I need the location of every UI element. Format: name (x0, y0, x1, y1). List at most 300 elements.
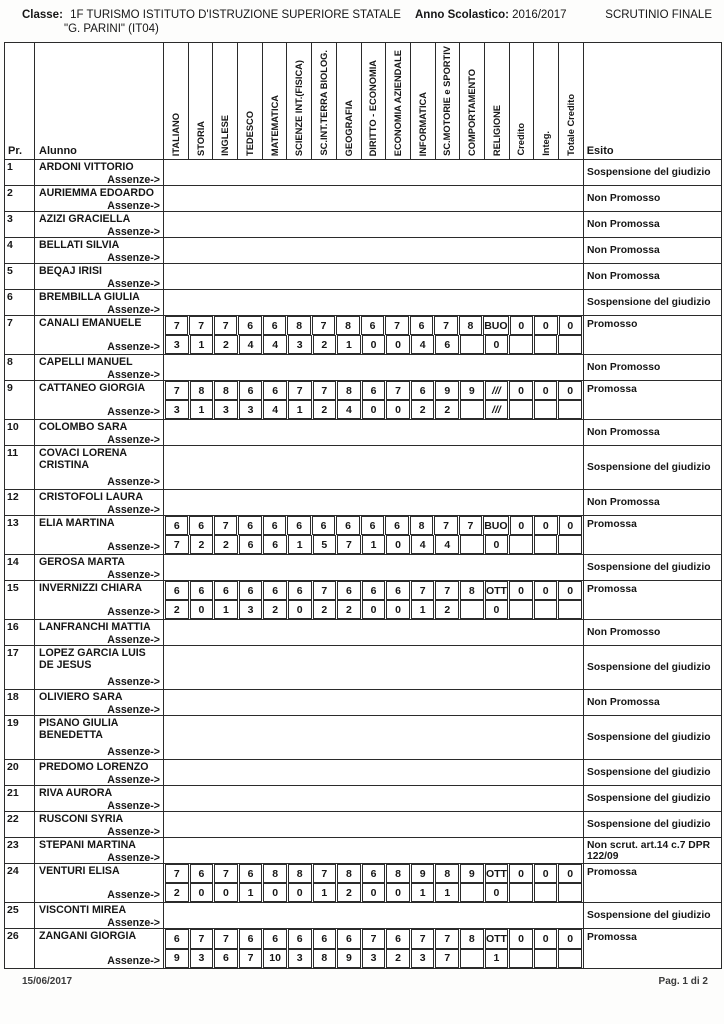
grade-cell: 6 (238, 316, 261, 335)
table-row (5, 581, 721, 620)
table-row (5, 238, 721, 264)
absence-cell: 2 (337, 883, 361, 902)
subject-column-label: Totale Credito (565, 94, 576, 156)
absence-cell: 3 (165, 335, 189, 354)
absence-cell: 3 (165, 400, 189, 419)
absence-cell: 5 (313, 535, 337, 554)
grade-cell: 7 (386, 381, 410, 400)
absence-cell: 0 (214, 883, 238, 902)
grade-cell: 7 (214, 864, 238, 883)
grade-cell: 6 (410, 316, 433, 335)
subject-column-header (287, 43, 312, 159)
absence-cell: 1 (190, 335, 214, 354)
table-row (5, 555, 721, 581)
grades-area (164, 490, 584, 515)
table-row (5, 160, 721, 186)
absence-cell (558, 883, 582, 902)
absence-cell: 1 (288, 535, 312, 554)
table-row (5, 812, 721, 838)
absence-cell: 1 (485, 949, 509, 969)
student-name: CAPELLI MANUEL (39, 356, 133, 368)
grade-cell: OTT (485, 929, 509, 949)
grade-cell: 7 (214, 516, 237, 535)
assenze-label: Assenze-> (107, 199, 160, 212)
grade-cell: /// (485, 381, 509, 400)
esito-value: Sospensione del giudizio (587, 767, 711, 778)
grade-cell: 6 (165, 581, 189, 600)
grade-cell: 6 (263, 929, 287, 949)
assenze-label: Assenze-> (107, 503, 160, 516)
esito-value: Sospensione del giudizio (587, 462, 711, 473)
table-row (5, 186, 721, 212)
absence-cell: 4 (411, 535, 435, 554)
absence-cell: 2 (386, 949, 410, 969)
esito-value: Sospensione del giudizio (587, 793, 711, 804)
assenze-label: Assenze-> (107, 476, 160, 488)
table-row (5, 212, 721, 238)
absence-cell: 2 (411, 400, 435, 419)
student-number: 13 (5, 516, 35, 554)
absence-cell: 1 (313, 883, 337, 902)
esito-value: Promosso (587, 319, 638, 330)
absences-row (164, 335, 583, 354)
grade-cell: 6 (313, 929, 337, 949)
grades-row (164, 516, 583, 535)
grade-cell: 6 (288, 581, 312, 600)
absence-cell (509, 335, 533, 354)
grade-cell: 6 (263, 516, 286, 535)
assenze-label: Assenze-> (107, 368, 160, 381)
student-name: ZANGANI GIORGIA (39, 930, 137, 942)
grade-cell: 6 (165, 516, 188, 535)
grade-cell: 7 (214, 316, 237, 335)
grade-cell: 6 (361, 316, 384, 335)
alunno-column-header: Alunno (35, 43, 164, 159)
absences-row (164, 949, 583, 969)
absence-cell: 6 (263, 535, 287, 554)
grade-cell: OTT (485, 581, 509, 600)
absence-cell: 0 (362, 400, 386, 419)
table-row (5, 760, 721, 786)
student-name: CRISTOFOLI LAURA (39, 491, 143, 503)
esito-value: Non Promosso (587, 193, 661, 204)
subject-column-header (238, 43, 263, 159)
absence-cell: 2 (190, 535, 214, 554)
class-value-line2: "G. PARINI" (IT04) (64, 22, 159, 35)
absence-cell (534, 335, 558, 354)
absence-cell: 0 (485, 600, 509, 619)
student-cell (35, 620, 164, 645)
grade-cell: 7 (190, 929, 214, 949)
absence-cell: 0 (362, 883, 386, 902)
student-name: VENTURI ELISA (39, 865, 120, 877)
absence-cell: 6 (214, 949, 238, 969)
assenze-label: Assenze-> (107, 799, 160, 812)
esito-value: Non Promosso (587, 362, 661, 373)
absence-cell: 2 (435, 400, 459, 419)
student-cell (35, 355, 164, 380)
absence-cell: 1 (190, 400, 214, 419)
grade-cell: 6 (385, 516, 408, 535)
footer-date: 15/06/2017 (22, 976, 73, 987)
esito-value: Promossa (587, 519, 637, 530)
subject-column-label: RELIGIONE (491, 104, 502, 156)
absence-cell: 3 (411, 949, 435, 969)
esito-column-header: Esito (586, 145, 614, 157)
table-row (5, 264, 721, 290)
grade-cell: 8 (190, 381, 214, 400)
student-name: ARDONI VITTORIO (39, 161, 134, 173)
grade-cell: 0 (510, 516, 533, 535)
absence-cell (534, 883, 558, 902)
student-number: 10 (5, 420, 35, 445)
grade-cell: 6 (239, 581, 263, 600)
grade-cell: 0 (509, 864, 533, 883)
grade-cell: 7 (362, 929, 386, 949)
grade-cell: 8 (288, 864, 312, 883)
grade-cell: 7 (313, 381, 337, 400)
absence-cell (509, 883, 533, 902)
student-cell (35, 238, 164, 263)
grade-cell: 8 (337, 381, 361, 400)
subject-column-header (337, 43, 362, 159)
absence-cell: 4 (239, 335, 263, 354)
assenze-label: Assenze-> (107, 225, 160, 238)
grade-cell: 9 (435, 381, 459, 400)
absence-cell (558, 600, 582, 619)
student-number: 7 (5, 316, 35, 354)
grade-cell: 6 (386, 581, 410, 600)
student-name: OLIVIERO SARA (39, 691, 123, 703)
pr-column-header: Pr. (5, 43, 35, 159)
subject-column-header (559, 43, 584, 159)
student-cell (35, 760, 164, 785)
esito-value: Sospensione del giudizio (587, 562, 711, 573)
school-year-label: Anno Scolastico: (415, 9, 509, 21)
absence-cell: 6 (239, 535, 263, 554)
student-number: 18 (5, 690, 35, 715)
grades-row (164, 381, 583, 400)
student-number: 23 (5, 838, 35, 863)
grades-area (164, 264, 584, 289)
table-row (5, 646, 721, 690)
student-cell (35, 929, 164, 968)
school-year-value: 2016/2017 (512, 9, 567, 21)
grade-cell: 0 (558, 381, 582, 400)
subject-column-label: ECONOMIA AZIENDALE (393, 49, 404, 156)
absence-cell: 3 (190, 949, 214, 969)
grades-area (164, 355, 584, 380)
grade-cell: 7 (312, 316, 335, 335)
student-number: 26 (5, 929, 35, 968)
student-cell (35, 160, 164, 185)
esito-value: Non Promossa (587, 427, 660, 438)
student-cell (35, 420, 164, 445)
student-name: PISANO GIULIA BENEDETTA (39, 717, 119, 741)
absence-cell (460, 400, 484, 419)
absence-cell: 2 (435, 600, 459, 619)
student-name: RIVA AURORA (39, 787, 113, 799)
student-name: COLOMBO SARA (39, 421, 128, 433)
absence-cell (460, 335, 484, 354)
subject-column-label: Integ. (541, 131, 552, 156)
grade-cell: OTT (485, 864, 509, 883)
student-name: COVACI LORENA CRISTINA (39, 447, 127, 471)
grade-cell: 7 (434, 316, 457, 335)
subject-column-header (386, 43, 411, 159)
subject-column-label: Credito (516, 123, 527, 156)
grades-area (164, 760, 584, 785)
esito-value: Sospensione del giudizio (587, 167, 711, 178)
absence-cell (534, 949, 558, 969)
assenze-label: Assenze-> (107, 703, 160, 716)
student-cell (35, 186, 164, 211)
table-row (5, 316, 721, 355)
absence-cell: 2 (263, 600, 287, 619)
grade-cell: 7 (165, 864, 189, 883)
grade-cell: 7 (214, 929, 238, 949)
table-header-row (5, 43, 721, 160)
esito-value: Non Promossa (587, 219, 660, 230)
grade-cell: 8 (410, 516, 433, 535)
student-cell (35, 646, 164, 689)
grade-cell: 6 (239, 864, 263, 883)
absence-cell: 0 (386, 535, 410, 554)
absence-cell (534, 400, 558, 419)
student-number: 12 (5, 490, 35, 515)
absence-cell: 7 (435, 949, 459, 969)
absence-cell: 2 (337, 600, 361, 619)
grades-table (4, 42, 722, 969)
grade-cell: 0 (558, 581, 582, 600)
grade-cell: 0 (534, 381, 558, 400)
grade-cell: 8 (263, 864, 287, 883)
grades-area (164, 290, 584, 315)
table-row (5, 446, 721, 490)
grades-area (164, 716, 584, 759)
grade-cell: 8 (287, 316, 310, 335)
grade-cell: 6 (263, 316, 286, 335)
absence-cell: 0 (485, 883, 509, 902)
esito-value: Promossa (587, 932, 637, 943)
absence-cell: 0 (190, 883, 214, 902)
esito-value: Non scrut. art.14 c.7 DPR 122/09 (587, 839, 711, 862)
assenze-label: Assenze-> (107, 916, 160, 929)
grade-cell: 6 (362, 864, 386, 883)
subject-column-header (189, 43, 214, 159)
assenze-label: Assenze-> (107, 303, 160, 316)
class-label: Classe: (22, 9, 63, 21)
table-row (5, 290, 721, 316)
subject-column-header (213, 43, 238, 159)
grades-area (164, 903, 584, 928)
student-name: LANFRANCHI MATTIA (39, 621, 151, 633)
assenze-label: Assenze-> (107, 955, 160, 967)
grades-area (164, 929, 584, 968)
esito-value: Non Promossa (587, 271, 660, 282)
subject-column-label: SC.MOTORIE e SPORTIV (442, 46, 453, 156)
grade-cell: 8 (337, 864, 361, 883)
student-cell (35, 316, 164, 354)
assenze-label: Assenze-> (107, 433, 160, 446)
grades-area (164, 812, 584, 837)
absence-cell: 0 (386, 883, 410, 902)
subject-column-label: ITALIANO (170, 112, 181, 156)
absence-cell: 0 (190, 600, 214, 619)
absence-cell (534, 535, 558, 554)
absence-cell: 2 (214, 335, 238, 354)
esito-value: Sospensione del giudizio (587, 662, 711, 673)
absence-cell (534, 600, 558, 619)
absence-cell: 0 (485, 535, 509, 554)
assenze-label: Assenze-> (107, 568, 160, 581)
table-row (5, 690, 721, 716)
subject-column-header (510, 43, 535, 159)
grades-area (164, 238, 584, 263)
absence-cell: 10 (263, 949, 287, 969)
student-name: CATTANEO GIORGIA (39, 382, 146, 394)
grade-cell: 6 (287, 516, 310, 535)
grades-area (164, 786, 584, 811)
subject-column-header (460, 43, 485, 159)
subject-column-label: TEDESCO (244, 111, 255, 156)
absence-cell: 0 (362, 335, 386, 354)
grade-cell: 8 (460, 929, 484, 949)
absence-cell: 0 (386, 335, 410, 354)
grade-cell: 8 (459, 316, 482, 335)
student-cell (35, 490, 164, 515)
grades-row (164, 316, 583, 335)
absence-cell: 3 (362, 949, 386, 969)
student-number: 20 (5, 760, 35, 785)
student-cell (35, 381, 164, 419)
grade-cell: 6 (336, 516, 359, 535)
grades-area (164, 160, 584, 185)
grade-cell: 6 (337, 581, 361, 600)
assenze-label: Assenze-> (107, 541, 160, 553)
absence-cell (460, 949, 484, 969)
esito-value: Sospensione del giudizio (587, 732, 711, 743)
assenze-label: Assenze-> (107, 676, 160, 688)
table-row (5, 516, 721, 555)
table-body (5, 160, 721, 968)
student-cell (35, 903, 164, 928)
grade-cell: 7 (385, 316, 408, 335)
student-cell (35, 555, 164, 580)
grade-cell: 0 (509, 929, 533, 949)
assenze-label: Assenze-> (107, 251, 160, 264)
esito-value: Promossa (587, 384, 637, 395)
subject-column-label: INGLESE (220, 115, 231, 156)
grade-cell: 6 (288, 929, 312, 949)
subject-column-header (436, 43, 461, 159)
assenze-label: Assenze-> (107, 406, 160, 418)
assenze-label: Assenze-> (107, 173, 160, 186)
grade-cell: 7 (434, 516, 457, 535)
absence-cell (509, 535, 533, 554)
grade-cell: 6 (337, 929, 361, 949)
grade-cell: 7 (288, 381, 312, 400)
grade-cell: 7 (459, 516, 482, 535)
table-row (5, 490, 721, 516)
absence-cell: 4 (435, 535, 459, 554)
absence-cell (509, 400, 533, 419)
absences-row (164, 883, 583, 902)
esito-value: Promossa (587, 584, 637, 595)
grade-cell: 7 (165, 316, 188, 335)
assenze-label: Assenze-> (107, 277, 160, 290)
absence-cell: 4 (263, 335, 287, 354)
grade-cell: 7 (313, 581, 337, 600)
grade-cell: 6 (361, 516, 384, 535)
grade-cell: 0 (559, 516, 582, 535)
absence-cell: 1 (411, 600, 435, 619)
grade-cell: BUO (483, 316, 508, 335)
assenze-label: Assenze-> (107, 825, 160, 838)
table-row (5, 786, 721, 812)
table-row (5, 864, 721, 903)
absence-cell: 9 (337, 949, 361, 969)
grade-cell: 7 (411, 929, 435, 949)
student-number: 17 (5, 646, 35, 689)
absence-cell: 1 (239, 883, 263, 902)
student-name: STEPANI MARTINA (39, 839, 136, 851)
student-name: GEROSA MARTA (39, 556, 125, 568)
grade-cell: 6 (190, 581, 214, 600)
absence-cell: 1 (337, 335, 361, 354)
absence-cell: 2 (214, 535, 238, 554)
student-number: 14 (5, 555, 35, 580)
absence-cell: 2 (165, 883, 189, 902)
absence-cell: 3 (239, 400, 263, 419)
absence-cell: 1 (288, 400, 312, 419)
subject-column-label: MATEMATICA (269, 94, 280, 156)
absence-cell: 1 (435, 883, 459, 902)
absence-cell: 7 (165, 535, 189, 554)
school-year (415, 9, 567, 23)
student-name: INVERNIZZI CHIARA (39, 582, 142, 594)
grade-cell: 6 (214, 581, 238, 600)
grade-cell: 8 (214, 381, 238, 400)
grade-cell: 9 (411, 864, 435, 883)
student-number: 3 (5, 212, 35, 237)
absence-cell (509, 949, 533, 969)
assenze-label: Assenze-> (107, 746, 160, 758)
grade-cell: 6 (239, 381, 263, 400)
student-cell (35, 786, 164, 811)
table-row (5, 620, 721, 646)
grade-cell: 6 (386, 929, 410, 949)
grade-cell: BUO (483, 516, 508, 535)
subject-column-header (362, 43, 387, 159)
student-name: VISCONTI MIREA (39, 904, 127, 916)
grade-cell: 7 (435, 929, 459, 949)
grades-area (164, 620, 584, 645)
absence-cell: 2 (313, 400, 337, 419)
assenze-label: Assenze-> (107, 633, 160, 646)
absence-cell: 1 (214, 600, 238, 619)
grade-cell: 6 (312, 516, 335, 535)
assenze-label: Assenze-> (107, 606, 160, 618)
class-value-line1: 1F TURISMO ISTITUTO D'ISTRUZIONE SUPERIORE STATALE (70, 9, 401, 21)
grades-area (164, 420, 584, 445)
table-row (5, 381, 721, 420)
absence-cell: 0 (288, 883, 312, 902)
grades-area (164, 646, 584, 689)
grade-cell: 9 (460, 864, 484, 883)
absence-cell: 7 (239, 949, 263, 969)
student-number: 16 (5, 620, 35, 645)
